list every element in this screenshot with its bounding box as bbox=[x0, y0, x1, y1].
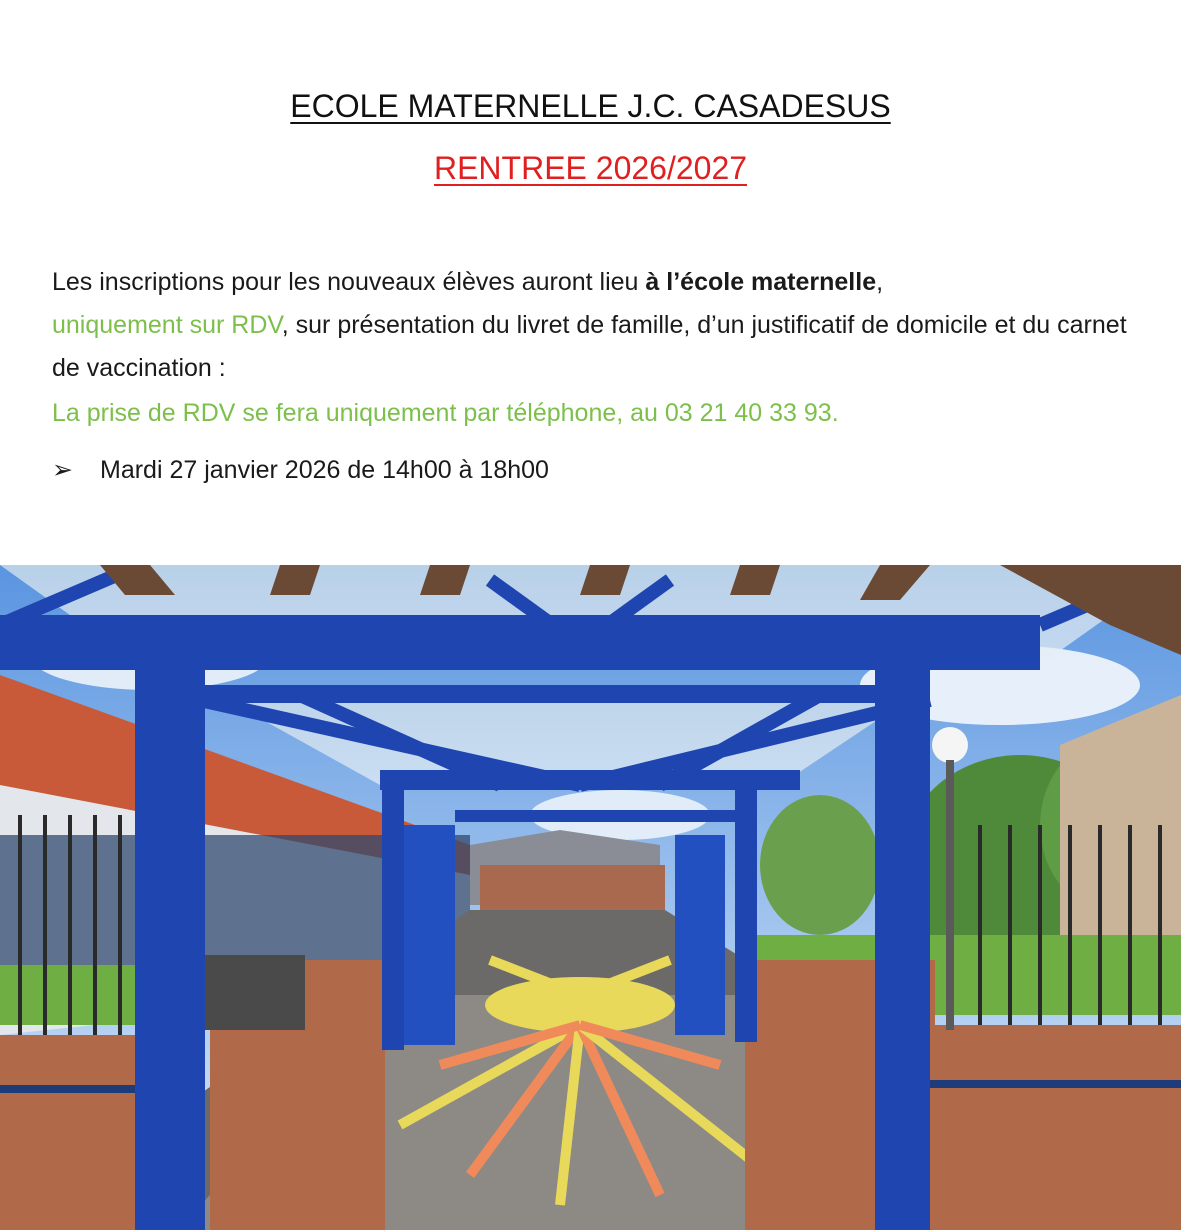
rdv-only-text: uniquement sur RDV bbox=[52, 311, 282, 339]
intro-text: Les inscriptions pour les nouveaux élèves auront lieu bbox=[52, 268, 646, 296]
registration-paragraph bbox=[52, 261, 1152, 390]
documents-text: , sur présentation du livret de famille, d’un justificatif de domicile et du carnet de vaccination : bbox=[52, 311, 1127, 382]
school-year-title: RENTREE 2026/2027 bbox=[433, 150, 748, 186]
date-list-item bbox=[52, 450, 549, 490]
school-title: ECOLE MATERNELLE J.C. CASADESUS bbox=[290, 88, 891, 124]
date-text: Mardi 27 janvier 2026 de 14h00 à 18h00 bbox=[100, 456, 549, 484]
intro-comma: , bbox=[876, 268, 884, 296]
intro-bold-location: à l’école maternelle bbox=[645, 268, 877, 296]
school-entrance-photo bbox=[0, 565, 1181, 1230]
arrow-bullet-icon: ➢ bbox=[52, 456, 73, 484]
phone-note: La prise de RDV se fera uniquement par téléphone, au 03 21 40 33 93. bbox=[52, 399, 839, 427]
